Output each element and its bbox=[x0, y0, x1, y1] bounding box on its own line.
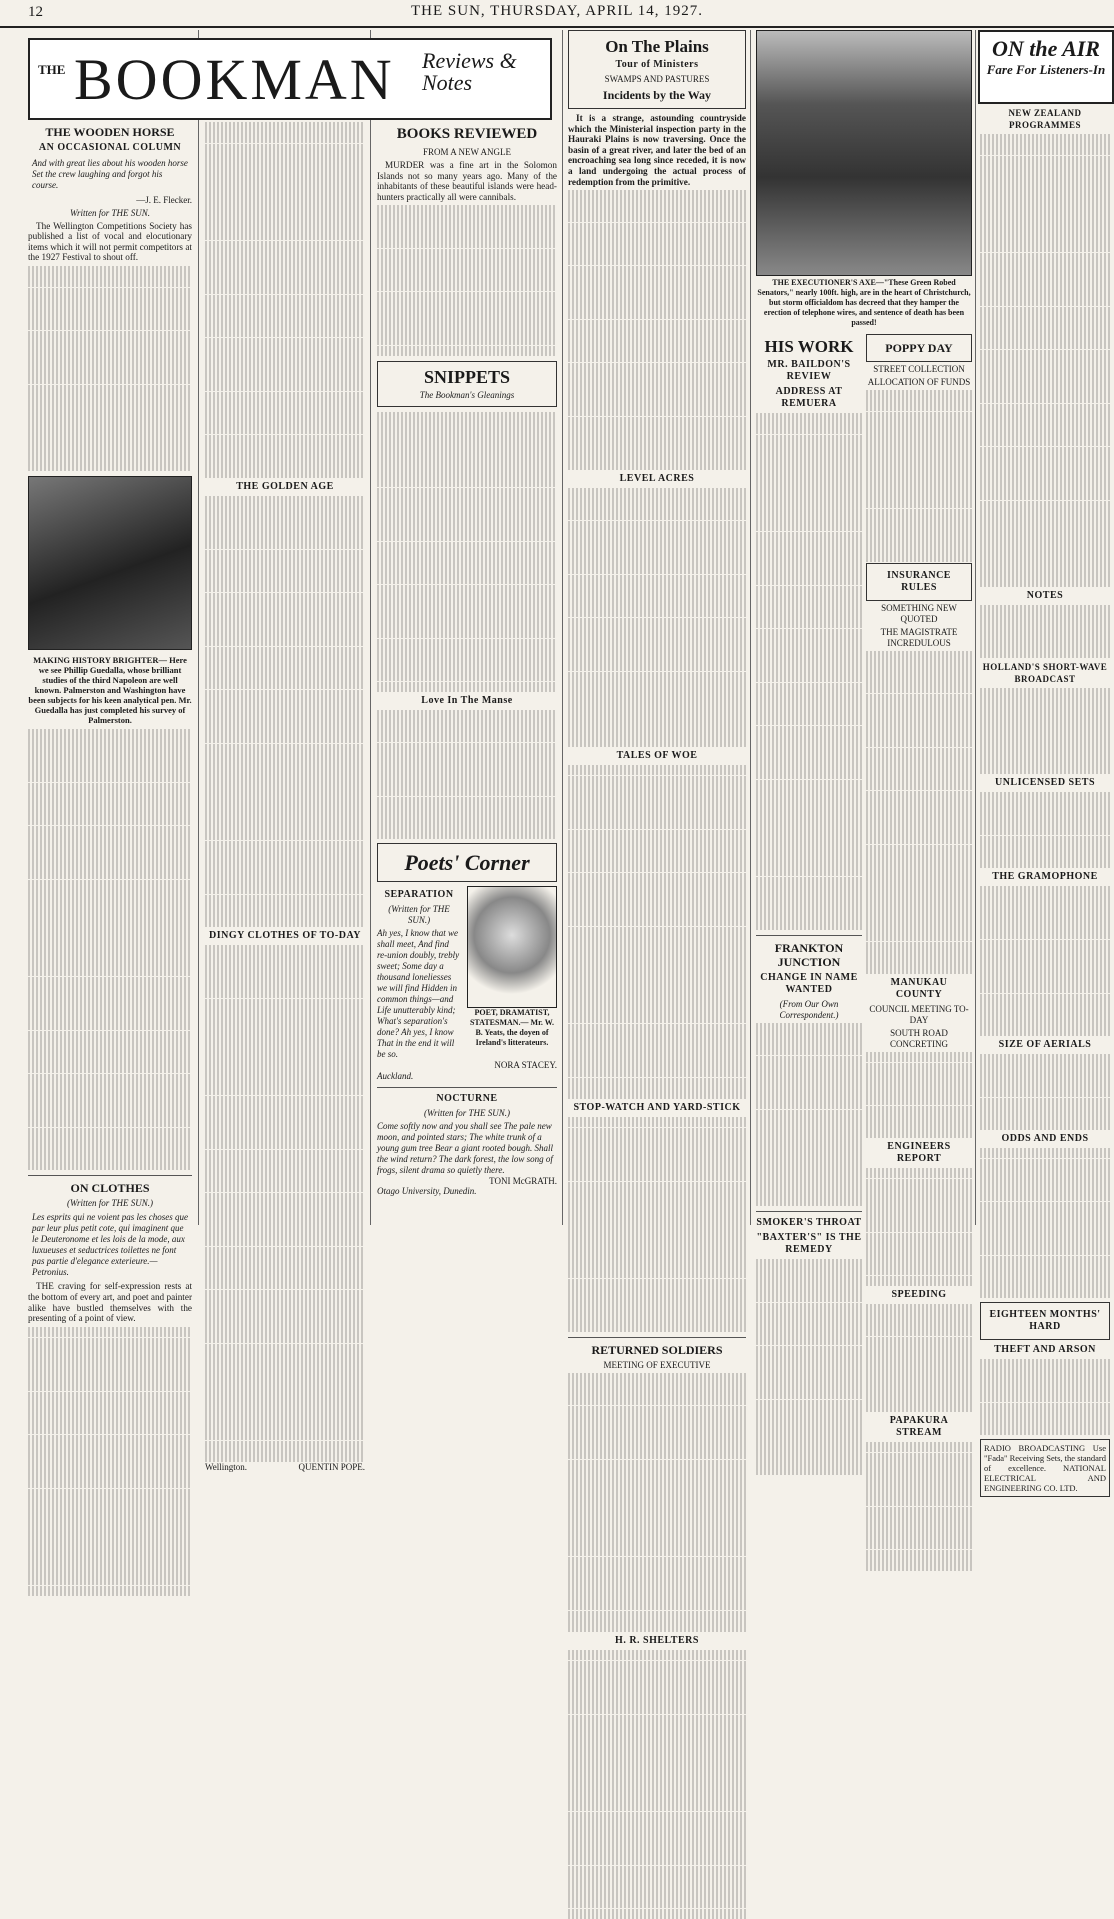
article-body bbox=[866, 1304, 972, 1412]
column-rule bbox=[370, 30, 371, 1225]
headline-smokers-throat: SMOKER'S THROAT bbox=[756, 1217, 862, 1229]
article-body bbox=[28, 729, 192, 1171]
subhead-name-change: CHANGE IN NAME WANTED bbox=[760, 972, 858, 996]
subhead-stopwatch: STOP-WATCH AND YARD-STICK bbox=[573, 1101, 741, 1113]
subhead-allocation: ALLOCATION OF FUNDS bbox=[867, 377, 971, 387]
air-subtitle: Fare For Listeners-In bbox=[986, 62, 1106, 77]
subhead-unlicensed: UNLICENSED SETS bbox=[994, 777, 1096, 789]
headline-insurance: INSURANCE RULES bbox=[887, 569, 951, 593]
article-body bbox=[756, 413, 862, 930]
column-rule bbox=[975, 30, 976, 1225]
byline: (Written for THE SUN.) bbox=[66, 1198, 153, 1209]
article-body bbox=[980, 886, 1110, 1037]
page-number: 12 bbox=[28, 4, 43, 20]
poem-place: Auckland. bbox=[377, 1071, 414, 1082]
article-body bbox=[568, 765, 746, 1099]
article-body bbox=[866, 1052, 972, 1138]
radio-advert: RADIO BROADCASTING Use "Fada" Receiving Sets, the standard of excellence. NATIONAL ELECTRICAL AND ENGINEERING CO. LTD. bbox=[980, 1439, 1110, 1497]
poem-author: NORA STACEY. bbox=[494, 1060, 557, 1071]
subhead-tales-woe: TALES OF WOE bbox=[616, 749, 698, 761]
headline-books-reviewed: BOOKS REVIEWED bbox=[396, 126, 538, 142]
poem-nocturne: Come softly now and you shall see The pale new moon, and pointed stars; The white trunk of a young gum tree Bear a giant rooted bough. Shall the wind return? The dark forest, the low song of frogs, silent drama so quietly there. bbox=[377, 1120, 554, 1175]
poem-separation: Ah yes, I know that we shall meet, And find re-union doubly, trebly sweet; Some day a thousand loneliesses we will find Hidden in common things—and Life unutterably kind; What's separation's done? Ah yes, I know That in the end it will be so. bbox=[377, 928, 460, 1060]
subhead-gramophone: THE GRAMOPHONE bbox=[992, 870, 1098, 882]
subhead-theft-arson: THEFT AND ARSON bbox=[994, 1344, 1096, 1356]
subhead-executive: MEETING OF EXECUTIVE bbox=[603, 1360, 711, 1371]
poets-corner-box bbox=[377, 843, 557, 882]
headline-returned-soldiers: RETURNED SOLDIERS bbox=[591, 1343, 723, 1358]
sign-author: QUENTIN POPE. bbox=[298, 1462, 365, 1473]
snippets-box bbox=[377, 361, 557, 407]
headline-poppy-day: POPPY DAY bbox=[885, 341, 953, 355]
article-body bbox=[28, 266, 192, 471]
subhead-occasional: AN OCCASIONAL COLUMN bbox=[38, 142, 182, 153]
column-2 bbox=[205, 122, 365, 1473]
column-rule bbox=[198, 30, 199, 1225]
article-body bbox=[980, 1148, 1110, 1299]
subhead-council: COUNCIL MEETING TO-DAY bbox=[869, 1003, 969, 1025]
epigraph-quote: And with great lies about his wooden horse Set the crew laughing and forgot his course. bbox=[32, 158, 188, 190]
column-6 bbox=[866, 334, 972, 1438]
subhead-remuera: ADDRESS AT REMUERA bbox=[775, 386, 843, 409]
subhead-baildon: MR. BAILDON'S REVIEW bbox=[767, 359, 851, 382]
masthead-title: THE SUN, THURSDAY, APRIL 14, 1927. bbox=[411, 3, 703, 19]
clothes-lead: THE craving for self-expression rests at the bottom of every art, and poet and painter alike have bustled themselves with the presenting of a point of view. bbox=[28, 1281, 192, 1324]
column-3 bbox=[377, 122, 557, 1222]
books-lead: MURDER was a fine art in the Solomon Islands not so many years ago. Many of the inhabitants of these beautiful islands were head-hunters practically all were cannibals. bbox=[377, 160, 557, 202]
article-lead: The Wellington Competitions Society has published a list of vocal and elocutionary items which it will not permit competitors at the 1927 Festival to shout off. bbox=[28, 220, 192, 263]
epigraph-author: —J. E. Flecker. bbox=[136, 195, 192, 205]
subhead-something-new: SOMETHING NEW QUOTED bbox=[881, 602, 957, 624]
headline-manukau: MANUKAU COUNTY bbox=[890, 976, 948, 1000]
subhead-papakura: PAPAKURA STREAM bbox=[889, 1414, 949, 1438]
article-body bbox=[756, 1023, 862, 1206]
article-body bbox=[205, 122, 365, 478]
article-body bbox=[980, 1359, 1110, 1434]
article-body bbox=[980, 792, 1110, 867]
article-body bbox=[756, 1259, 862, 1474]
article-body bbox=[980, 134, 1110, 587]
subhead-speeding: SPEEDING bbox=[891, 1289, 947, 1301]
article-body bbox=[205, 496, 365, 927]
subhead-south-road: SOUTH ROAD CONCRETING bbox=[890, 1027, 948, 1049]
page-masthead bbox=[0, 0, 1114, 28]
french-epigraph: Les esprits qui ne voient pas les choses que par leur plus petit cote, qui imaginent que le Deuteronome et les lois de la mode, aux luxueuses et seductrices toilettes ne font pas partie d'elegance exterieure.— Petronius. bbox=[32, 1212, 188, 1278]
subhead-engineers: ENGINEERS REPORT bbox=[887, 1140, 951, 1164]
article-body bbox=[980, 605, 1110, 659]
subhead-odds-ends: ODDS AND ENDS bbox=[1001, 1132, 1089, 1144]
photo-caption: MAKING HISTORY BRIGHTER— Here we see Phillip Guedalla, whose brilliant studies of the third Napoleon are well known. Palmerston and Washington have been subjects for his keen analytical pen. Mr. Guedalla has just completed his survey of Palmerston. bbox=[28, 654, 192, 725]
byline: Written for THE SUN. bbox=[69, 207, 150, 218]
headline-on-clothes: ON CLOTHES bbox=[70, 1181, 150, 1196]
subhead-incidents: Incidents by the Way bbox=[602, 88, 712, 102]
subhead-shelters: H. R. SHELTERS bbox=[615, 1634, 699, 1646]
byline: (From Our Own Correspondent.) bbox=[779, 999, 839, 1021]
headline-frankton: FRANKTON JUNCTION bbox=[774, 941, 844, 970]
on-the-air-banner bbox=[978, 30, 1114, 104]
byline: (Written for THE SUN.) bbox=[423, 1107, 510, 1118]
article-body bbox=[568, 1117, 746, 1332]
article-body bbox=[866, 390, 972, 562]
subhead-new-angle: FROM A NEW ANGLE bbox=[422, 147, 512, 157]
article-body bbox=[866, 651, 972, 974]
subhead-holland: HOLLAND'S SHORT-WAVE BROADCAST bbox=[982, 662, 1108, 685]
article-body bbox=[866, 1168, 972, 1286]
poem-author: TONI McGRATH. bbox=[489, 1175, 557, 1186]
byline: (Written for THE SUN.) bbox=[388, 904, 450, 926]
subhead-baxters: "BAXTER'S" IS THE REMEDY bbox=[756, 1232, 862, 1256]
poem-title-separation: SEPARATION bbox=[384, 889, 454, 901]
eighteen-months-box bbox=[980, 1302, 1110, 1340]
column-rule bbox=[562, 30, 563, 1225]
axe-caption: THE EXECUTIONER'S AXE—"These Green Robed Senators," nearly 100ft. high, are in the heart of Christchurch, but storm officialdom has decreed that they hamper the erection of telephone wires, and sentence of death has been passed! bbox=[757, 278, 971, 327]
subhead-swamps: SWAMPS AND PASTURES bbox=[604, 74, 710, 84]
bookman-the: THE bbox=[38, 62, 66, 77]
insurance-box bbox=[866, 563, 972, 601]
bookman-logo bbox=[28, 38, 552, 120]
plains-lead: It is a strange, astounding countryside which the Ministerial inspection party in the Hauraki Plains is now traversing. Once the basin of a great river, and later the bed of an encroaching sea long since receded, it is now a land undergoing the actual process of redemption from the primitive. bbox=[568, 113, 746, 187]
subhead-level-acres: LEVEL ACRES bbox=[619, 473, 695, 485]
air-title: ON the AIR bbox=[992, 36, 1100, 61]
column-4 bbox=[568, 30, 746, 1646]
headline-plains: On The Plains bbox=[605, 37, 709, 56]
article-body bbox=[28, 1327, 192, 1596]
article-body bbox=[377, 412, 557, 692]
subhead-magistrate: THE MAGISTRATE INCREDULOUS bbox=[880, 626, 958, 648]
bookman-title: BOOKMAN bbox=[74, 47, 395, 112]
headline-his-work: HIS WORK bbox=[764, 337, 854, 356]
subhead-collection: STREET COLLECTION bbox=[873, 364, 965, 374]
headline-poets-corner: Poets' Corner bbox=[404, 850, 530, 876]
article-body bbox=[568, 190, 746, 470]
yeats-caption: POET, DRAMATIST, STATESMAN.— Mr. W. B. Yeats, the doyen of Ireland's litterateurs. bbox=[469, 1008, 555, 1048]
plains-box bbox=[568, 30, 746, 109]
article-body bbox=[377, 205, 557, 356]
guedalla-photo bbox=[28, 476, 192, 650]
headline-snippets: SNIPPETS bbox=[423, 367, 511, 388]
article-body bbox=[980, 1054, 1110, 1129]
column-1 bbox=[28, 122, 192, 1324]
article-body bbox=[205, 945, 365, 1462]
article-body bbox=[568, 1650, 746, 1919]
subhead-aerials: SIZE OF AERIALS bbox=[998, 1039, 1092, 1051]
column-rule bbox=[750, 30, 751, 1225]
column-5 bbox=[756, 334, 862, 1256]
article-body bbox=[377, 710, 557, 839]
subhead-love-manse: Love In The Manse bbox=[421, 695, 513, 707]
headline-nz-programmes: NEW ZEALAND PROGRAMMES bbox=[1008, 108, 1082, 130]
column-7 bbox=[980, 104, 1110, 1493]
poppy-box bbox=[866, 334, 972, 362]
trees-photo bbox=[756, 30, 972, 276]
article-body bbox=[568, 488, 746, 747]
bookman-reviews: Reviews & Notes bbox=[422, 48, 517, 95]
article-body bbox=[866, 1442, 972, 1571]
sign-place: Wellington. bbox=[205, 1462, 248, 1473]
yeats-sketch bbox=[467, 886, 557, 1008]
subhead-ministers: Tour of Ministers bbox=[615, 59, 699, 70]
axe-photo-block bbox=[756, 30, 972, 328]
subhead-dingy-clothes: DINGY CLOTHES OF TO-DAY bbox=[209, 929, 361, 941]
headline-wooden-horse: THE WOODEN HORSE bbox=[45, 125, 175, 139]
poem-place: Otago University, Dunedin. bbox=[377, 1186, 477, 1197]
subhead-notes: NOTES bbox=[1026, 589, 1064, 601]
article-body bbox=[980, 688, 1110, 774]
article-body bbox=[568, 1373, 746, 1632]
subhead-golden-age: THE GOLDEN AGE bbox=[236, 480, 334, 492]
poem-title-nocturne: NOCTURNE bbox=[436, 1092, 498, 1104]
headline-eighteen-months: EIGHTEEN MONTHS' HARD bbox=[989, 1309, 1101, 1333]
subhead-gleanings: The Bookman's Gleanings bbox=[419, 390, 515, 401]
